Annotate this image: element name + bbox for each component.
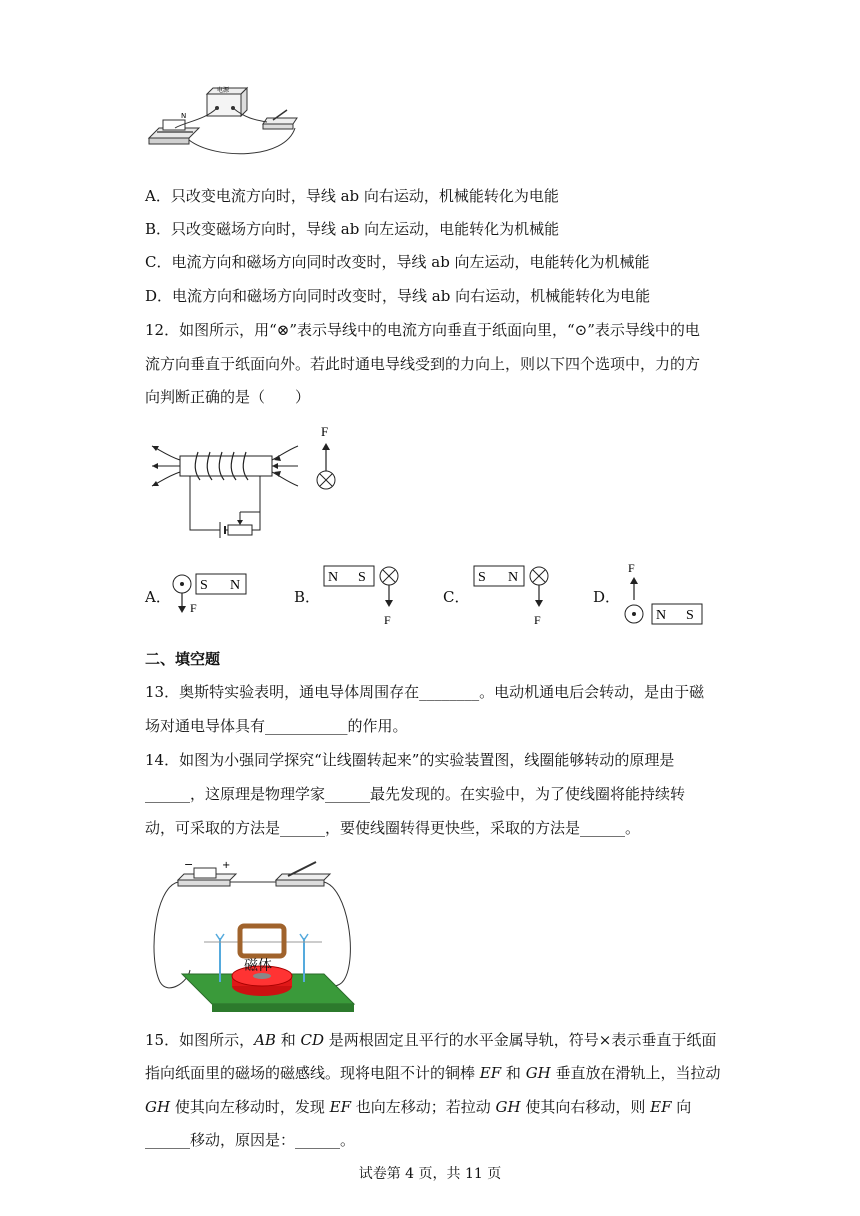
minus-sign: − <box>184 858 194 871</box>
q12-option-c-figure <box>470 562 560 632</box>
q11-option-c: C．电流方向和磁场方向同时改变时，导线 ab 向左运动，电能转化为机械能 <box>145 253 650 271</box>
q12-option-d-figure <box>620 556 710 632</box>
q14-text-line2: ______，这原理是物理学家______最先发现的。在实验中，为了使线圈将能持续转 <box>145 785 686 803</box>
motor-apparatus-figure <box>145 80 305 160</box>
q15-text-line2: 指向纸面里的磁场的磁感线。现将电阻不计的铜棒 EF 和 GH 垂直放在滑轨上，当拉动 <box>145 1064 721 1082</box>
magnet-pole-left: S <box>200 578 208 593</box>
q12-option-a-label: A． <box>145 588 171 606</box>
section-title: 二、填空题 <box>145 650 221 668</box>
force-label: F <box>628 561 635 575</box>
q12-text-line3: 向判断正确的是（ ） <box>145 388 311 406</box>
force-label: F <box>321 424 329 439</box>
force-label: F <box>190 601 197 615</box>
q12-text-line1: 12．如图所示，用“⊗”表示导线中的电流方向垂直于纸面向里，“⊙”表示导线中的电 <box>145 321 700 339</box>
q13-text-line2: 场对通电导体具有___________的作用。 <box>145 717 408 735</box>
q13-text-line1: 13．奥斯特实验表明，通电导体周围存在________。电动机通电后会转动，是由于磁 <box>145 683 705 701</box>
north-pole-label: N <box>181 112 187 120</box>
magnet-label: 磁体 <box>244 958 272 974</box>
magnet-pole-left: S <box>478 570 486 585</box>
plus-sign: + <box>222 860 231 871</box>
q12-option-c-label: C． <box>443 588 470 606</box>
solenoid-circuit-figure <box>148 420 348 540</box>
q15-text-line3: GH 使其向左移动时，发现 EF 也向左移动；若拉动 GH 使其向右移动，则 EF 向 <box>145 1098 692 1116</box>
q12-option-b-figure <box>320 562 410 632</box>
q14-text-line1: 14．如图为小强同学探究“让线圈转起来”的实验装置图，线圈能够转动的原理是 <box>145 751 675 769</box>
force-label: F <box>384 613 391 627</box>
magnet-pole-right: S <box>686 608 694 623</box>
q11-option-d: D．电流方向和磁场方向同时改变时，导线 ab 向右运动，机械能转化为电能 <box>145 287 651 305</box>
magnet-pole-left: N <box>328 570 339 585</box>
q15-text-line1: 15．如图所示，AB 和 CD 是两根固定且平行的水平金属导轨，符号×表示垂直于纸面 <box>145 1031 717 1049</box>
q12-option-d-label: D． <box>593 588 621 606</box>
magnet-pole-right: S <box>358 570 366 585</box>
force-label: F <box>534 613 541 627</box>
magnet-pole-right: N <box>230 578 241 593</box>
q12-option-a-figure <box>168 568 254 618</box>
q12-text-line2: 流方向垂直于纸面向外。若此时通电导线受到的力向上，则以下四个选项中，力的方 <box>145 355 701 373</box>
q12-option-b-label: B． <box>294 588 321 606</box>
rotating-coil-figure <box>148 858 358 1018</box>
q11-option-b: B．只改变磁场方向时，导线 ab 向左运动，电能转化为机械能 <box>145 220 560 238</box>
magnet-pole-left: N <box>656 608 667 623</box>
magnet-pole-right: N <box>508 570 519 585</box>
q11-option-a: A．只改变电流方向时，导线 ab 向右运动，机械能转化为电能 <box>145 187 559 205</box>
q15-text-line4: ______移动，原因是：______。 <box>145 1131 356 1149</box>
q14-text-line3: 动，可采取的方法是______，要使线圈转得更快些，采取的方法是______。 <box>145 819 641 837</box>
power-label: 电源 <box>217 87 230 94</box>
page-footer: 试卷第 4 页，共 11 页 <box>358 1166 502 1182</box>
